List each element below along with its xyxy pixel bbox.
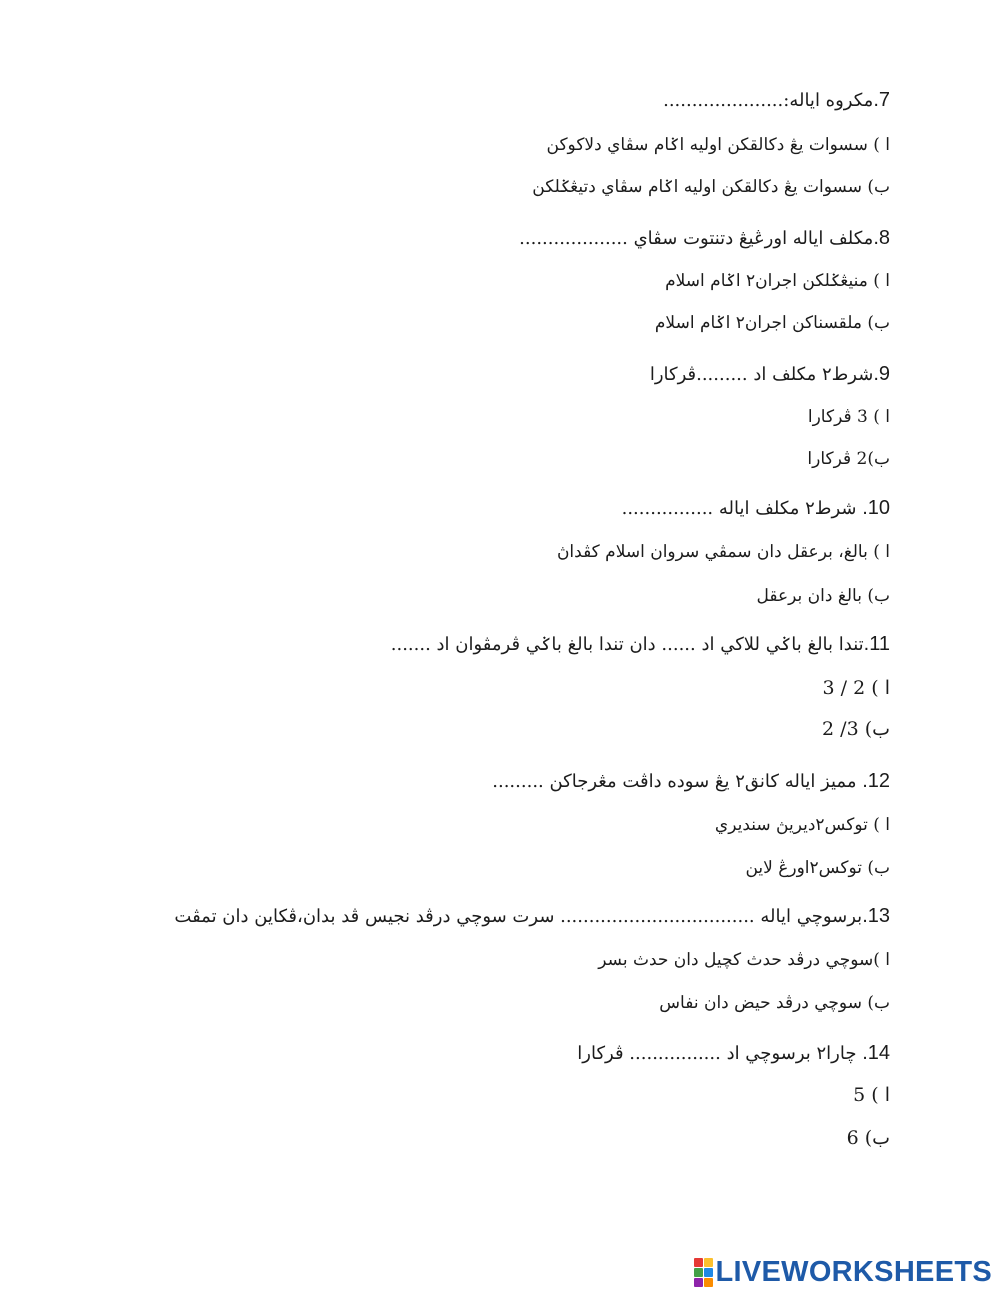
option-8a[interactable]: ا ) منيڠݢلکن اجران٢ اݢام اسلام (665, 271, 890, 291)
question-7 (663, 88, 890, 113)
liveworksheets-logo (694, 1256, 993, 1288)
question-number: 14. (862, 1042, 890, 1064)
question-text: چارا٢ برسوچي اد ................ ڤرکارا (577, 1043, 863, 1064)
option-12b[interactable]: ب) توکس٢اورڠ لاين (745, 858, 890, 878)
option-11a[interactable]: ا ) 2 / 3 (822, 677, 890, 699)
brand-name: LIVEWORKSHEETS (715, 1255, 992, 1288)
question-8 (519, 226, 890, 251)
option-12a[interactable]: ا ) توکس٢ديريڽ سنديري (714, 815, 890, 835)
question-text: شرط٢ مکلف ايالە ................ (621, 498, 863, 519)
question-number: 7. (873, 89, 890, 111)
question-number: 8. (873, 227, 890, 249)
option-7b[interactable]: ب) سسوات يڠ دکالقکن اوليه اݢام سڤاي دتيڠݢلکن (532, 177, 890, 197)
question-number: 11. (863, 633, 890, 655)
option-7a[interactable]: ا ) سسوات يڠ دکالقکن اوليه اݢام سڤاي دلاکوکن (546, 135, 890, 155)
question-text: شرط٢ مکلف اد .........ڤرکارا (649, 364, 874, 385)
logo-block (704, 1278, 713, 1287)
question-number: 10. (862, 497, 890, 519)
logo-block (704, 1268, 713, 1277)
question-9 (650, 362, 890, 387)
logo-block (694, 1268, 703, 1277)
option-9a[interactable]: ا ) 3 ڤرکارا (807, 407, 890, 427)
question-number: 12. (862, 770, 890, 792)
question-11 (391, 632, 890, 657)
option-8b[interactable]: ب) ملقسناکن اجران٢ اݢام اسلام (654, 313, 890, 333)
option-10a[interactable]: ا ) بالغ، برعقل دان سمڤي سروان اسلام کڤداڽ (556, 542, 890, 562)
question-number: 9. (873, 363, 890, 385)
option-14b[interactable]: ب) 6 (846, 1127, 890, 1149)
question-text: مکلف ايالە اورڠيڠ دتنتوت سڤاي ................... (519, 228, 874, 249)
question-13 (174, 904, 890, 929)
question-12 (492, 769, 890, 794)
option-13b[interactable]: ب) سوچي درڤد حيض دان نفاس (659, 993, 890, 1013)
logo-block (694, 1258, 703, 1267)
question-number: 13. (862, 905, 890, 927)
logo-mark-icon (694, 1258, 713, 1287)
option-14a[interactable]: ا ) 5 (853, 1084, 890, 1106)
option-10b[interactable]: ب) بالغ دان برعقل (756, 586, 890, 606)
logo-block (694, 1278, 703, 1287)
option-11b[interactable]: ب) 3/ 2 (822, 718, 890, 740)
question-text: تندا بالغ باݢي للاکي اد ...... دان تندا بالغ باݢي ڤرمڤوان اد ....... (390, 634, 864, 655)
question-14 (577, 1041, 890, 1066)
question-10 (622, 496, 890, 521)
question-text: مميز ايالە کانق٢ يڠ سوده داڤت مڠرجاکن ......... (492, 771, 863, 792)
option-9b[interactable]: ب)2 ڤرکارا (807, 449, 890, 469)
logo-block (704, 1258, 713, 1267)
question-text: برسوچي ايالە .................................. سرت سوچي درڤد نجيس ڤد بدان،ڤکاين دان تمڤت (174, 906, 863, 927)
option-13a[interactable]: ا )سوچي درڤد حدث کچيل دان حدث بسر (598, 950, 890, 970)
question-text: مکروه ايالە:..................... (663, 90, 874, 111)
